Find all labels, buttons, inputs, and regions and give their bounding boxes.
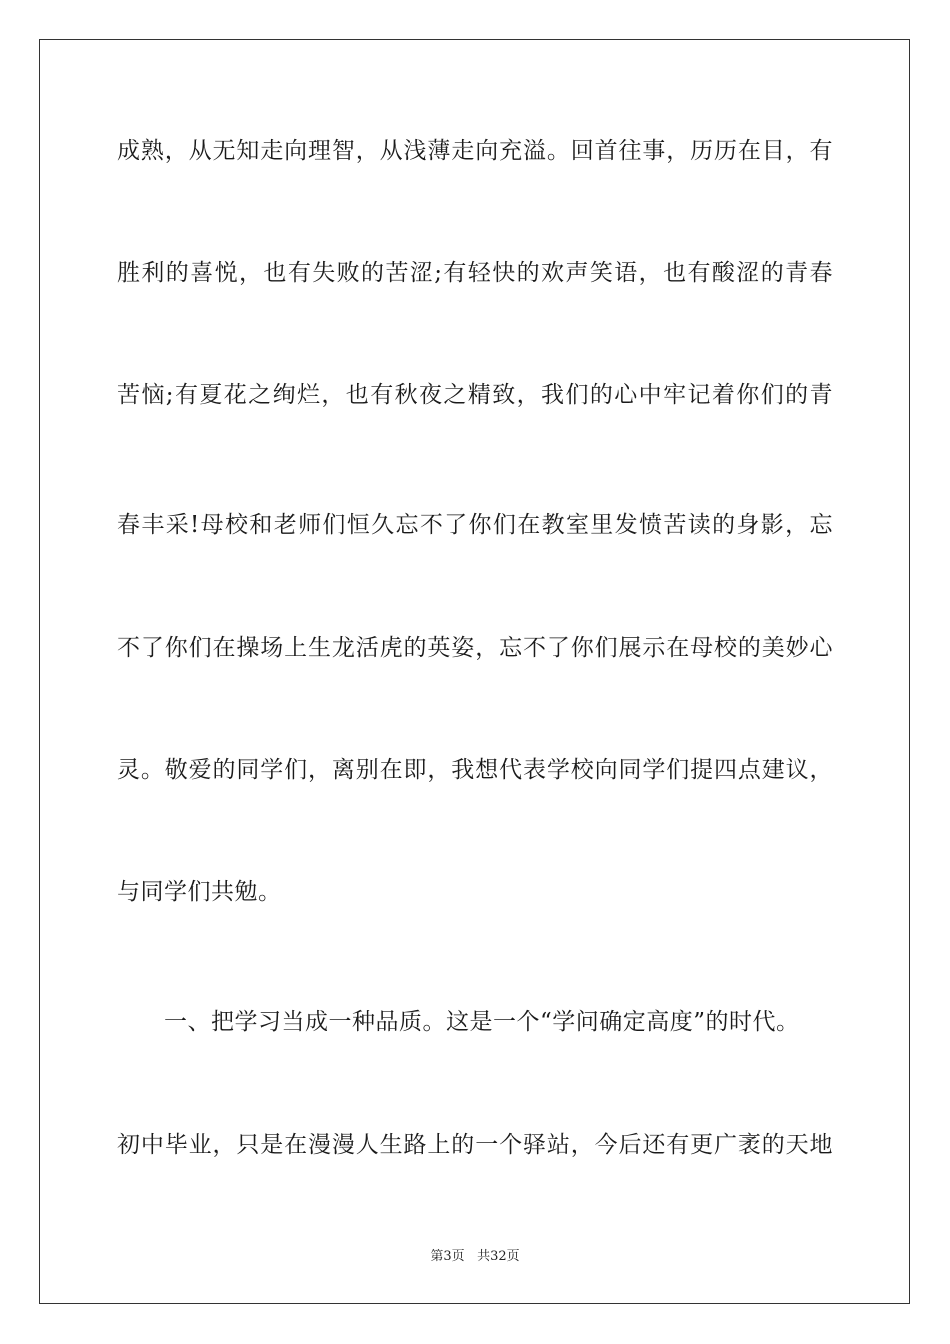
page-number: 第3页	[430, 1249, 465, 1264]
text-line-3: 苦恼;有夏花之绚烂，也有秋夜之精致，我们的心中牢记着你们的青	[117, 382, 833, 408]
text-line-9: 初中毕业，只是在漫漫人生路上的一个驿站，今后还有更广袤的天地	[117, 1132, 833, 1158]
total-pages: 共32页	[477, 1249, 520, 1264]
page-border	[39, 39, 910, 1304]
page-footer	[0, 1248, 950, 1266]
text-line-2: 胜利的喜悦，也有失败的苦涩;有轻快的欢声笑语，也有酸涩的青春	[117, 260, 833, 286]
text-line-8: 一、把学习当成一种品质。这是一个“学问确定高度”的时代。	[164, 1009, 800, 1035]
text-line-6: 灵。敬爱的同学们，离别在即，我想代表学校向同学们提四点建议，	[117, 757, 833, 783]
text-line-5: 不了你们在操场上生龙活虎的英姿，忘不了你们展示在母校的美妙心	[117, 635, 833, 661]
text-line-4: 春丰采!母校和老师们恒久忘不了你们在教室里发愤苦读的身影，忘	[117, 512, 833, 538]
text-line-1: 成熟，从无知走向理智，从浅薄走向充溢。回首往事，历历在目，有	[117, 138, 833, 164]
text-line-7: 与同学们共勉。	[117, 879, 282, 905]
